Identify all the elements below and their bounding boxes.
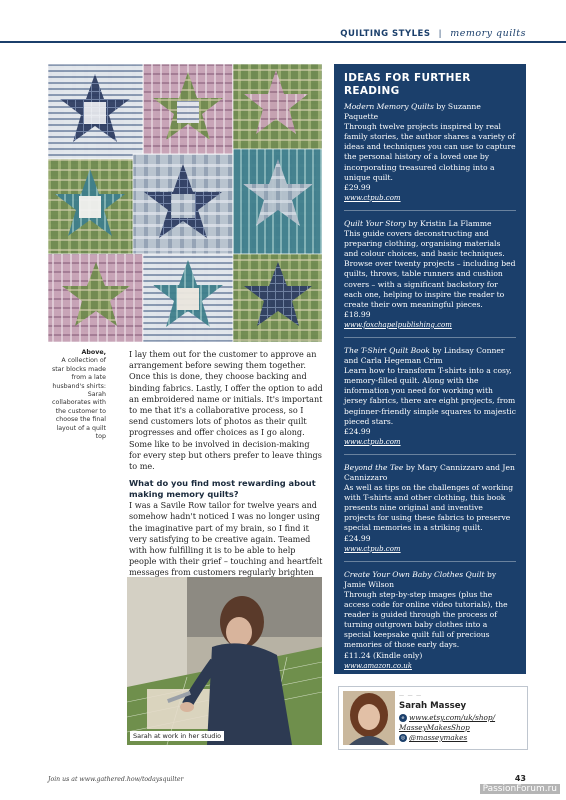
subsection-label: memory quilts [450, 28, 526, 39]
book-link[interactable]: www.ctpub.com [344, 437, 401, 446]
book-link[interactable]: www.ctpub.com [344, 544, 401, 553]
book-item [344, 102, 516, 211]
book-description: Learn how to transform T-shirts into a cosy, memory-filled quilt. Along with the information you need for working with jersey fabrics, there are eight projects, from beginner-friendly simple squares to majestic pieced stars. [344, 366, 516, 426]
book-author: by Kristin La Flamme [406, 218, 492, 228]
book-description: This guide covers deconstructing and preparing clothing, organising materials and colour choices, and basic techniques. Browse over twenty projects – including bed quilts, throws, table runners and cushion covers – with a significant backstory for each one, helping to inspire the reader to create their own meaningful pieces. [344, 229, 516, 309]
divider [344, 561, 516, 562]
book-price: £24.99 [344, 426, 371, 436]
instagram-icon: ◎ [400, 735, 406, 741]
book-title: Create Your Own Baby Clothes Quilt [344, 569, 485, 579]
book-author: by Jamie Wilson [344, 569, 497, 589]
book-link[interactable]: www.ctpub.com [344, 193, 401, 202]
paragraph-1: I lay them out for the customer to approve an arrangement before sewing them together. Once this is done, they choose backing and binding fabrics. Lastly, I offer the option to add an embroidered name or initials. It's important to me that it's a collaborative process, so I send customers lots of photos as their quilt progresses and offer choices as I go along. Some like to be involved in decision-making for every step but others prefer to leave things to me. [129, 349, 323, 472]
studio-photo [127, 577, 322, 745]
book-title: The T-Shirt Quilt Book [344, 345, 430, 355]
author-name: Sarah Massey [399, 701, 467, 711]
divider [344, 337, 516, 338]
book-author: by Mary Cannizzaro and Jen Cannizzaro [344, 462, 515, 482]
instagram-link[interactable] [399, 733, 467, 743]
panel-title: IDEAS FOR FURTHER READING [344, 72, 471, 97]
author-avatar [343, 691, 395, 745]
instagram-handle[interactable]: @masseymakes [409, 733, 468, 742]
book-item [344, 346, 516, 455]
book-title: Beyond the Tee [344, 462, 404, 472]
book-price: £11.24 (Kindle only) [344, 650, 423, 660]
book-description: As well as tips on the challenges of working with T-shirts and other clothing, this book presents nine original and inventive projects for using these fabrics to preserve special memories in a striking quilt. [344, 483, 514, 533]
photo-caption [48, 349, 106, 441]
section-header [340, 28, 526, 39]
book-price: £29.99 [344, 182, 371, 192]
header-separator: | [438, 29, 443, 39]
header-rule [0, 41, 566, 43]
studio-caption: Sarah at work in her studio [130, 731, 224, 741]
etsy-link[interactable] [399, 713, 495, 723]
book-price: £18.99 [344, 309, 371, 319]
book-item [344, 570, 516, 671]
caption-text: A collection of star blocks made from a late husband's shirts: Sarah collaborates with the customer to choose the final layout of a quilt top [51, 357, 106, 441]
article-body [129, 349, 323, 596]
etsy-url[interactable]: www.etsy.com/uk/shop/ [409, 713, 496, 722]
book-item [344, 219, 516, 338]
question-heading: What do you find most rewarding about making memory quilts? [129, 478, 316, 499]
watermark: PassionForum.ru [480, 784, 560, 794]
quilt-photo [48, 64, 322, 342]
etsy-icon: e [399, 714, 407, 722]
author-box [338, 686, 528, 750]
book-author: by Lindsay Conner and Carla Hegeman Crim [344, 345, 505, 366]
etsy-link-cont[interactable] [399, 723, 470, 733]
author-dash-decoration: — — — [399, 693, 423, 699]
book-link[interactable]: www.foxchapelpublishing.com [344, 320, 452, 329]
footer-text: Join us at www.gathered.how/todaysquilter [48, 776, 184, 783]
paragraph-2-text: I was a Savile Row tailor for twelve years and somehow hadn't noticed I was no longer using the imaginative part of my brain, so I find it very satisfying to be creative again. Teamed with how fulfilling it is to be able to help people with their grief – touching and heartfelt messages from customers regularly brighten [129, 500, 323, 578]
book-title: Quilt Your Story [344, 218, 407, 228]
further-reading-panel [334, 64, 526, 674]
book-item [344, 463, 516, 562]
page-number: 43 [514, 774, 526, 783]
caption-lead: Above, [81, 349, 106, 356]
book-title: Modern Memory Quilts [344, 102, 434, 111]
divider [344, 454, 516, 455]
book-price: £24.99 [344, 533, 371, 543]
section-label: QUILTING STYLES [340, 29, 431, 39]
book-link[interactable]: www.amazon.co.uk [344, 661, 412, 670]
book-author: by Suzanne Paquette [344, 102, 481, 122]
etsy-shop[interactable]: MasseyMakesShop [399, 723, 470, 732]
divider [344, 210, 516, 211]
book-description: Through twelve projects inspired by real family stories, the author shares a variety of ideas and techniques you can use to capture the personal history of a loved one by incorporating treasured clothing into a unique quilt. [344, 122, 516, 182]
book-description: Through step-by-step images (plus the access code for online video tutorials), the reader is guided through the process of turning outgrown baby clothes into a special keepsake quilt full of precious memories of those early days. [344, 589, 508, 650]
